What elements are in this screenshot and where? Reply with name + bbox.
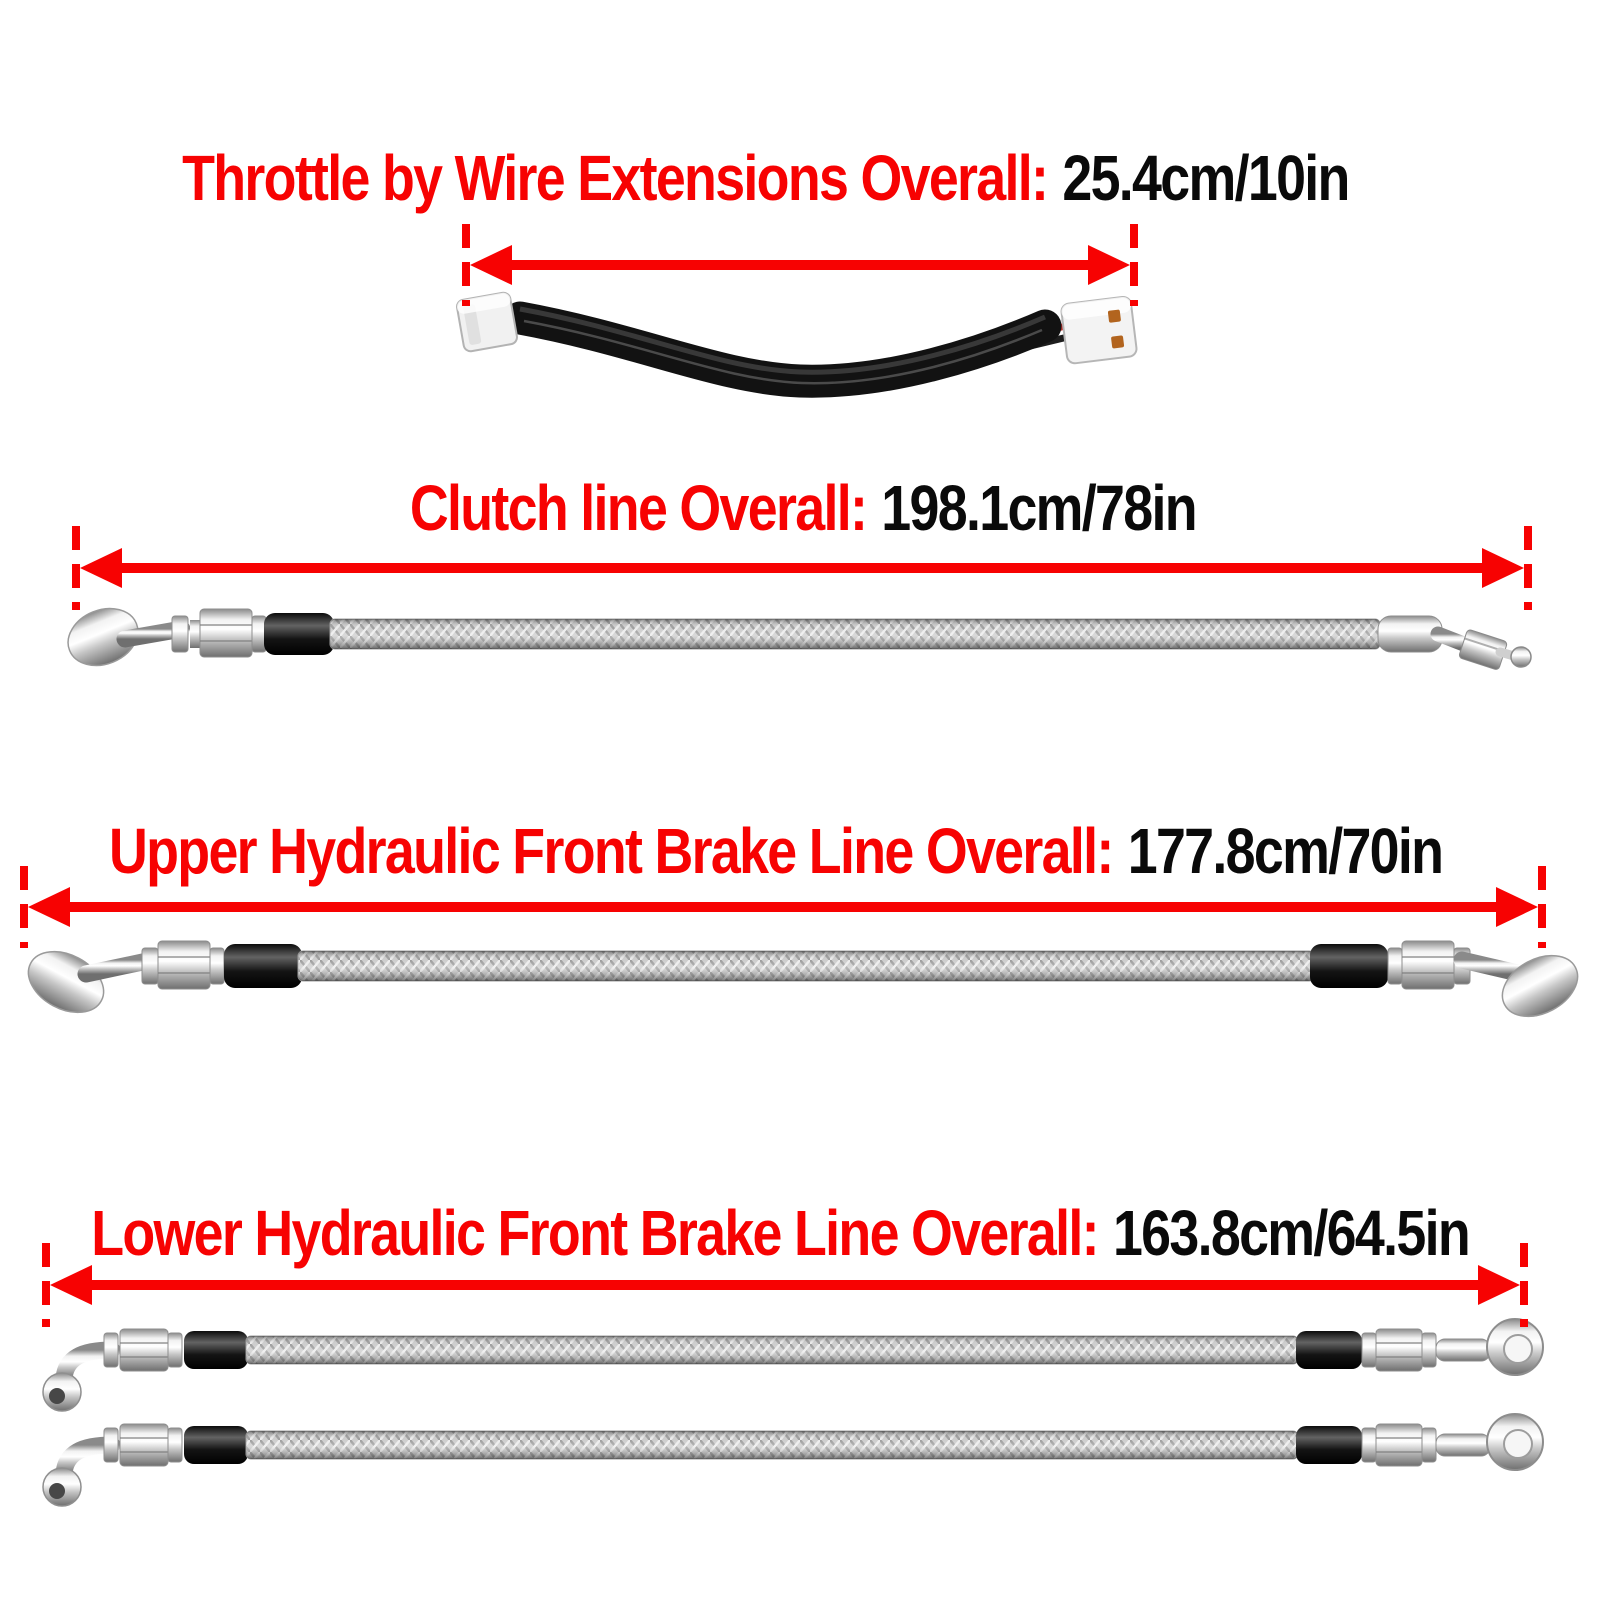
black-sleeve-left: [224, 944, 302, 988]
dimension-line: [482, 260, 1118, 270]
dimension-end-marker-right: [1524, 526, 1532, 610]
wire-connector-right: [1061, 296, 1138, 364]
black-sleeve-right: [1296, 1426, 1362, 1464]
black-sleeve-left: [184, 1331, 248, 1369]
black-sleeve-right: [1310, 944, 1388, 988]
braided-hose: [298, 951, 1314, 981]
measurement-value: 163.8cm/64.5in: [1112, 1197, 1469, 1269]
hex-nut-fitting-left: [142, 941, 224, 989]
black-sleeve-left: [184, 1426, 248, 1464]
upper-brake-line-photo: [18, 939, 1588, 1028]
dimension-line: [92, 563, 1512, 573]
lower-brake-line-photo-1: [43, 1319, 1543, 1411]
lower-brake-line-photo-2: [43, 1414, 1543, 1506]
banjo-fitting-left: [60, 598, 182, 675]
measurement-value: 177.8cm/70in: [1128, 815, 1443, 887]
dimension-arrow-clutch: [76, 526, 1528, 610]
black-sleeve-right: [1296, 1331, 1362, 1369]
measurement-label: Throttle by Wire Extensions Overall:: [181, 142, 1047, 214]
left-arrowhead-icon: [50, 1265, 92, 1305]
left-arrowhead-icon: [470, 245, 512, 285]
dimension-arrow-throttle: [466, 224, 1134, 306]
right-arrowhead-icon: [1088, 245, 1130, 285]
right-arrowhead-icon: [1478, 1265, 1520, 1305]
cable-end-fitting-right: [1378, 616, 1531, 670]
black-sleeve-left: [264, 613, 334, 655]
measurement-value: 25.4cm/10in: [1061, 142, 1349, 214]
dimension-end-marker-right: [1130, 224, 1138, 306]
banjo-fitting-left: [18, 939, 152, 1024]
clutch-line-photo: [60, 598, 1531, 675]
dimension-line: [40, 902, 1526, 912]
dimension-arrow-upper-brake: [24, 866, 1542, 948]
connector-pin: [1111, 335, 1124, 348]
connector-pin: [1108, 309, 1121, 322]
measurement-label: Clutch line Overall:: [409, 472, 867, 544]
hex-nut-fitting-left: [104, 1329, 182, 1371]
dimension-end-marker-right: [1538, 866, 1546, 948]
left-arrowhead-icon: [28, 887, 70, 927]
ball-pin-end: [1511, 647, 1531, 667]
measurement-value: 198.1cm/78in: [881, 472, 1197, 544]
braided-hose: [246, 1336, 1298, 1364]
left-arrowhead-icon: [80, 548, 122, 588]
banjo-eye-fitting-right: [1436, 1319, 1543, 1375]
dimension-end-marker-left: [462, 224, 470, 306]
elbow-fitting-left: [43, 1445, 112, 1506]
hex-nut-fitting-right: [1362, 1329, 1436, 1371]
dimension-end-marker-left: [20, 866, 28, 948]
dimension-line: [62, 1280, 1508, 1290]
measurement-label: Lower Hydraulic Front Brake Line Overall:: [91, 1197, 1098, 1269]
hex-nut-fitting-left: [172, 609, 266, 657]
dimension-end-marker-left: [42, 1243, 50, 1327]
dimension-end-marker-left: [72, 526, 80, 610]
right-arrowhead-icon: [1482, 548, 1524, 588]
measurement-label: Upper Hydraulic Front Brake Line Overall:: [109, 815, 1113, 887]
braided-hose: [330, 619, 1380, 649]
dimension-end-marker-right: [1520, 1243, 1528, 1327]
banjo-eye-fitting-right: [1436, 1414, 1543, 1470]
right-arrowhead-icon: [1496, 887, 1538, 927]
braided-hose: [246, 1431, 1298, 1459]
banjo-fitting-right: [1462, 943, 1588, 1028]
hex-nut-fitting-right: [1362, 1424, 1436, 1466]
black-cable-loom: [520, 309, 1045, 383]
elbow-fitting-left: [43, 1350, 112, 1411]
hex-nut-fitting-left: [104, 1424, 182, 1466]
dimension-arrow-lower-brake: [46, 1243, 1524, 1327]
